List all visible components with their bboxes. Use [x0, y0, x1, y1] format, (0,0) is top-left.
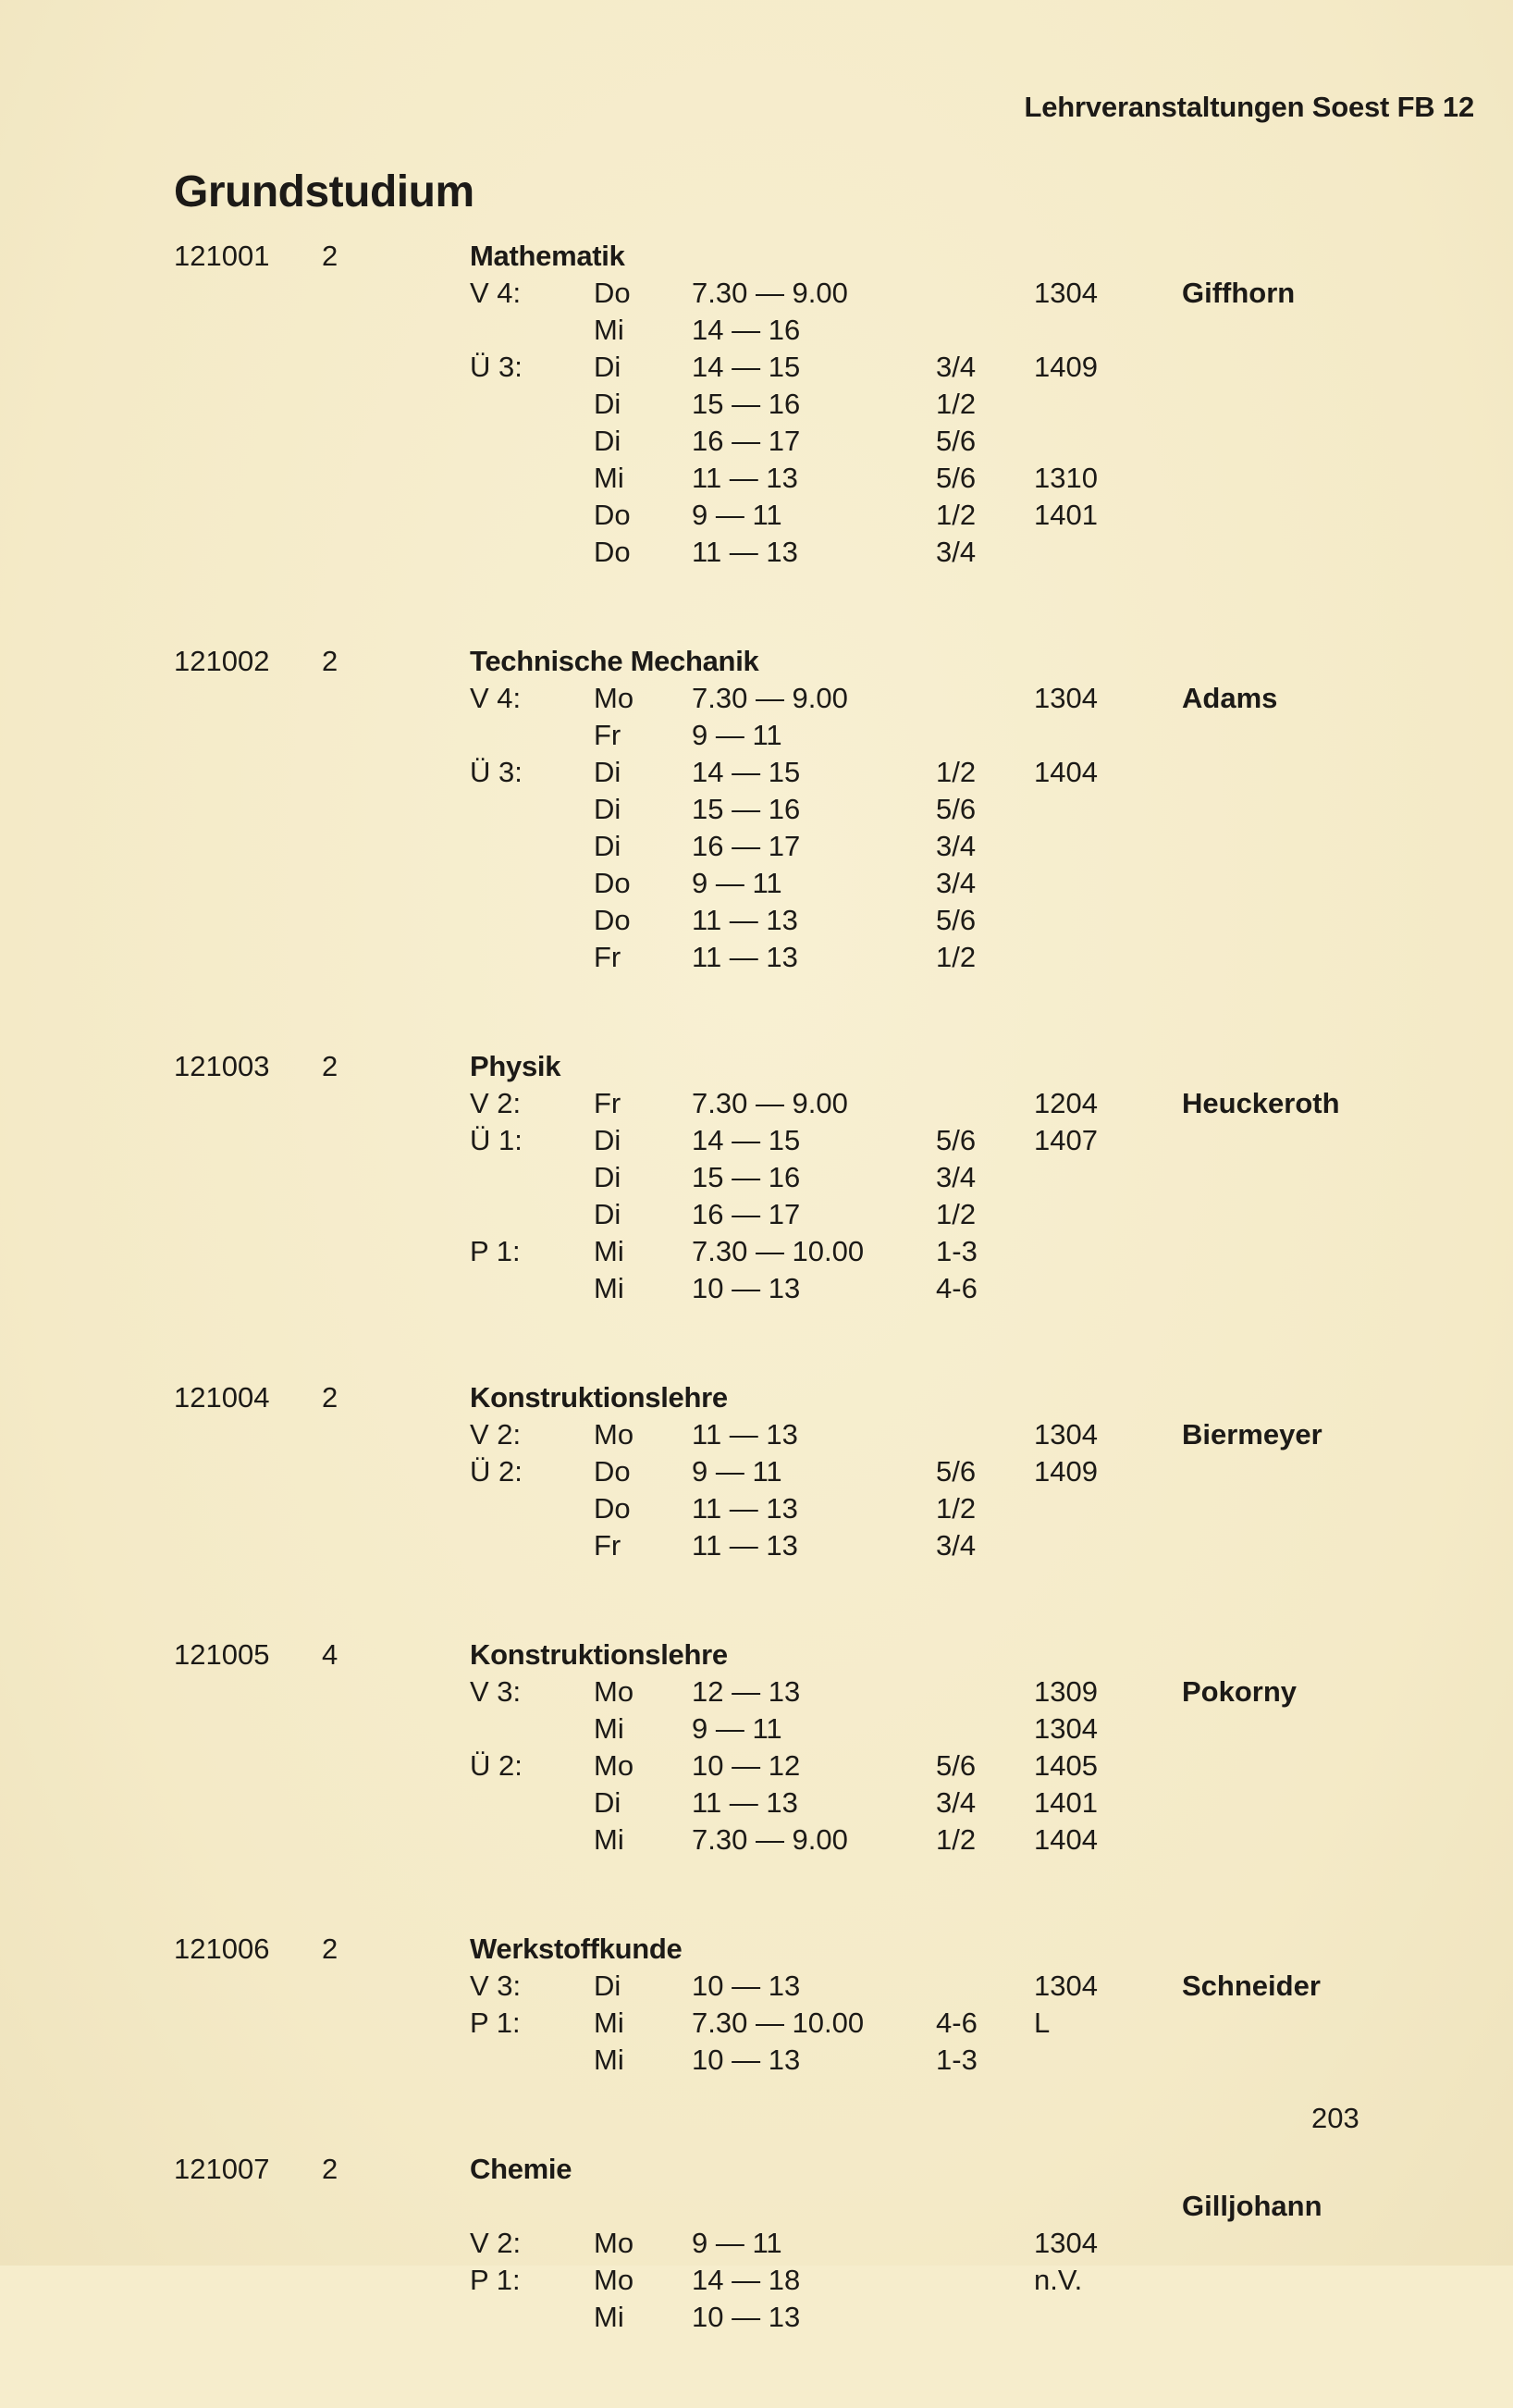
- course-block: [174, 643, 1376, 976]
- session-room: 1409: [1034, 351, 1098, 383]
- session-time: 11 — 13: [692, 1418, 798, 1451]
- session-time: 16 — 17: [692, 425, 801, 457]
- course-lecturer: Giffhorn: [1182, 277, 1296, 309]
- schedule-row: [174, 939, 1376, 976]
- schedule-row: [174, 717, 1376, 754]
- session-type: Ü 3:: [470, 756, 523, 788]
- session-room: 1304: [1034, 1712, 1098, 1745]
- session-type: V 2:: [470, 1087, 522, 1119]
- course-block: [174, 1379, 1376, 1564]
- session-type: V 3:: [470, 1970, 522, 2002]
- session-group: 3/4: [936, 1786, 977, 1819]
- session-time: 11 — 13: [692, 1492, 798, 1525]
- session-day: Mo: [594, 682, 634, 714]
- session-group: 1/2: [936, 388, 977, 420]
- session-group: 5/6: [936, 1124, 977, 1156]
- schedule-row: [174, 791, 1376, 828]
- session-time: 10 — 13: [692, 1970, 801, 2002]
- session-day: Di: [594, 756, 621, 788]
- session-type: Ü 2:: [470, 1455, 523, 1488]
- session-group: 1/2: [936, 499, 977, 531]
- session-group: 5/6: [936, 1749, 977, 1782]
- session-day: Di: [594, 1161, 621, 1193]
- schedule-row: [174, 1416, 1376, 1453]
- session-group: 5/6: [936, 425, 977, 457]
- schedule-row: [174, 902, 1376, 939]
- schedule-row: [174, 865, 1376, 902]
- session-day: Mi: [594, 2301, 624, 2333]
- session-group: 1-3: [936, 1235, 978, 1267]
- session-time: 7.30 — 9.00: [692, 682, 848, 714]
- course-block: [174, 1048, 1376, 1307]
- course-number: 121006: [174, 1933, 270, 1965]
- running-header: Lehrveranstaltungen Soest FB 12: [1024, 91, 1474, 123]
- course-number: 121005: [174, 1638, 270, 1671]
- session-time: 9 — 11: [692, 1455, 782, 1488]
- session-day: Do: [594, 277, 631, 309]
- course-number: 121001: [174, 240, 270, 272]
- session-day: Mo: [594, 2227, 634, 2259]
- session-day: Mi: [594, 1712, 624, 1745]
- session-group: 4-6: [936, 1272, 978, 1304]
- schedule-row: [174, 349, 1376, 386]
- session-type: V 2:: [470, 2227, 522, 2259]
- session-type: P 1:: [470, 2264, 521, 2296]
- schedule-row: [174, 497, 1376, 534]
- session-type: Ü 1:: [470, 1124, 523, 1156]
- session-room: 1304: [1034, 1970, 1098, 2002]
- course-hours: 4: [322, 1638, 338, 1671]
- session-group: 1/2: [936, 756, 977, 788]
- schedule-row: [174, 828, 1376, 865]
- schedule-row: [174, 1747, 1376, 1784]
- session-time: 16 — 17: [692, 1198, 801, 1230]
- page-number: 203: [1311, 2102, 1359, 2134]
- session-room: 1404: [1034, 1823, 1098, 1856]
- session-day: Mo: [594, 1675, 634, 1708]
- session-day: Do: [594, 904, 631, 936]
- session-time: 11 — 13: [692, 536, 798, 568]
- session-time: 9 — 11: [692, 1712, 782, 1745]
- session-time: 10 — 13: [692, 2301, 801, 2333]
- course-lecturer: Gilljohann: [1182, 2190, 1322, 2222]
- session-group: 3/4: [936, 867, 977, 899]
- schedule-row: [174, 2262, 1376, 2299]
- session-day: Fr: [594, 719, 621, 751]
- session-group: 1/2: [936, 1823, 977, 1856]
- course-lecturer: Pokorny: [1182, 1675, 1298, 1708]
- session-day: Mi: [594, 1235, 624, 1267]
- course-lecturer: Adams: [1182, 682, 1278, 714]
- session-time: 7.30 — 10.00: [692, 1235, 865, 1267]
- schedule-row: [174, 1527, 1376, 1564]
- session-room: 1409: [1034, 1455, 1098, 1488]
- session-room: 1304: [1034, 2227, 1098, 2259]
- session-time: 14 — 15: [692, 351, 801, 383]
- schedule-row: [174, 460, 1376, 497]
- session-room: 1304: [1034, 1418, 1098, 1451]
- session-time: 11 — 13: [692, 941, 798, 973]
- session-time: 10 — 13: [692, 1272, 801, 1304]
- session-day: Do: [594, 867, 631, 899]
- session-group: 5/6: [936, 793, 977, 825]
- schedule-row: [174, 1085, 1376, 1122]
- section-title: Grundstudium: [174, 167, 474, 216]
- session-time: 14 — 15: [692, 1124, 801, 1156]
- schedule-row: [174, 680, 1376, 717]
- session-day: Mi: [594, 314, 624, 346]
- schedule-row: [174, 1490, 1376, 1527]
- session-type: V 3:: [470, 1675, 522, 1708]
- session-day: Do: [594, 536, 631, 568]
- schedule-row: [174, 2005, 1376, 2042]
- course-block: [174, 2151, 1376, 2336]
- session-type: P 1:: [470, 1235, 521, 1267]
- course-list: [174, 238, 1376, 2408]
- session-group: 1/2: [936, 1198, 977, 1230]
- session-day: Mo: [594, 1418, 634, 1451]
- session-day: Di: [594, 793, 621, 825]
- session-day: Di: [594, 1970, 621, 2002]
- course-hours: 2: [322, 1381, 338, 1414]
- schedule-row: [174, 1233, 1376, 1270]
- session-room: 1407: [1034, 1124, 1098, 1156]
- session-group: 1/2: [936, 1492, 977, 1525]
- course-title: Technische Mechanik: [470, 645, 759, 677]
- session-day: Do: [594, 499, 631, 531]
- session-day: Fr: [594, 941, 621, 973]
- schedule-row: [174, 1159, 1376, 1196]
- session-day: Mi: [594, 2007, 624, 2039]
- schedule-row: [174, 386, 1376, 423]
- course-number: 121002: [174, 645, 270, 677]
- session-time: 9 — 11: [692, 719, 782, 751]
- session-time: 14 — 15: [692, 756, 801, 788]
- session-day: Mi: [594, 1823, 624, 1856]
- session-room: 1310: [1034, 462, 1098, 494]
- session-time: 14 — 18: [692, 2264, 801, 2296]
- session-room: 1405: [1034, 1749, 1098, 1782]
- session-room: 1309: [1034, 1675, 1098, 1708]
- session-group: 5/6: [936, 1455, 977, 1488]
- session-day: Mi: [594, 2044, 624, 2076]
- course-block: [174, 238, 1376, 571]
- session-group: 5/6: [936, 462, 977, 494]
- session-day: Do: [594, 1455, 631, 1488]
- course-hours: 2: [322, 2153, 338, 2185]
- course-lecturer: Schneider: [1182, 1970, 1321, 2002]
- session-type: P 1:: [470, 2007, 521, 2039]
- course-number: 121004: [174, 1381, 270, 1414]
- session-time: 15 — 16: [692, 1161, 801, 1193]
- course-number: 121007: [174, 2153, 270, 2185]
- course-title: Physik: [470, 1050, 561, 1082]
- session-day: Mi: [594, 1272, 624, 1304]
- schedule-row: [174, 1784, 1376, 1821]
- session-time: 15 — 16: [692, 793, 801, 825]
- session-day: Mi: [594, 462, 624, 494]
- session-group: 4-6: [936, 2007, 978, 2039]
- session-day: Fr: [594, 1087, 621, 1119]
- session-day: Di: [594, 1786, 621, 1819]
- session-time: 16 — 17: [692, 830, 801, 862]
- schedule-row: [174, 1453, 1376, 1490]
- session-time: 11 — 13: [692, 1786, 798, 1819]
- session-group: 1-3: [936, 2044, 978, 2076]
- session-day: Di: [594, 388, 621, 420]
- session-group: 3/4: [936, 536, 977, 568]
- session-day: Di: [594, 1198, 621, 1230]
- session-day: Di: [594, 1124, 621, 1156]
- course-title: Mathematik: [470, 240, 625, 272]
- session-time: 15 — 16: [692, 388, 801, 420]
- session-room: 1401: [1034, 499, 1098, 531]
- session-day: Di: [594, 351, 621, 383]
- session-type: Ü 3:: [470, 351, 523, 383]
- session-time: 10 — 13: [692, 2044, 801, 2076]
- session-room: 1204: [1034, 1087, 1098, 1119]
- course-hours: 2: [322, 645, 338, 677]
- session-day: Di: [594, 830, 621, 862]
- schedule-row: [174, 2188, 1376, 2225]
- session-time: 14 — 16: [692, 314, 801, 346]
- schedule-row: [174, 1196, 1376, 1233]
- course-title: Konstruktionslehre: [470, 1638, 728, 1671]
- schedule-row: [174, 534, 1376, 571]
- session-type: V 4:: [470, 682, 522, 714]
- schedule-row: [174, 1821, 1376, 1858]
- session-group: 3/4: [936, 1529, 977, 1562]
- course-lecturer: Biermeyer: [1182, 1418, 1322, 1451]
- session-time: 7.30 — 10.00: [692, 2007, 865, 2039]
- session-day: Mo: [594, 2264, 634, 2296]
- session-room: 1304: [1034, 682, 1098, 714]
- session-room: n.V.: [1034, 2264, 1083, 2296]
- course-header: [174, 2151, 1376, 2222]
- session-time: 7.30 — 9.00: [692, 1087, 848, 1119]
- course-title: Chemie: [470, 2153, 572, 2185]
- session-group: 3/4: [936, 351, 977, 383]
- schedule-row: [174, 1673, 1376, 1710]
- course-block: [174, 1636, 1376, 1858]
- session-time: 11 — 13: [692, 904, 798, 936]
- schedule-row: [174, 2299, 1376, 2336]
- course-hours: 2: [322, 1050, 338, 1082]
- session-day: Mo: [594, 1749, 634, 1782]
- schedule-row: [174, 1710, 1376, 1747]
- course-title: Werkstoffkunde: [470, 1933, 683, 1965]
- course-lecturer: Heuckeroth: [1182, 1087, 1340, 1119]
- schedule-row: [174, 2225, 1376, 2262]
- course-hours: 2: [322, 1933, 338, 1965]
- session-time: 9 — 11: [692, 499, 782, 531]
- schedule-row: [174, 1122, 1376, 1159]
- session-day: Di: [594, 425, 621, 457]
- session-time: 9 — 11: [692, 2227, 782, 2259]
- course-hours: 2: [322, 240, 338, 272]
- session-group: 5/6: [936, 904, 977, 936]
- session-time: 11 — 13: [692, 1529, 798, 1562]
- session-time: 7.30 — 9.00: [692, 1823, 848, 1856]
- schedule-row: [174, 275, 1376, 312]
- schedule-row: [174, 754, 1376, 791]
- session-type: Ü 2:: [470, 1749, 523, 1782]
- session-time: 7.30 — 9.00: [692, 277, 848, 309]
- course-title: Konstruktionslehre: [470, 1381, 728, 1414]
- session-room: L: [1034, 2007, 1051, 2039]
- session-room: 1304: [1034, 277, 1098, 309]
- schedule-row: [174, 1968, 1376, 2005]
- course-block: [174, 1931, 1376, 2079]
- session-time: 12 — 13: [692, 1675, 801, 1708]
- session-day: Fr: [594, 1529, 621, 1562]
- schedule-row: [174, 2042, 1376, 2079]
- session-type: V 2:: [470, 1418, 522, 1451]
- session-group: 1/2: [936, 941, 977, 973]
- session-time: 11 — 13: [692, 462, 798, 494]
- session-time: 10 — 12: [692, 1749, 801, 1782]
- schedule-row: [174, 423, 1376, 460]
- session-group: 3/4: [936, 830, 977, 862]
- schedule-row: [174, 312, 1376, 349]
- course-number: 121003: [174, 1050, 270, 1082]
- session-room: 1401: [1034, 1786, 1098, 1819]
- session-time: 9 — 11: [692, 867, 782, 899]
- session-type: V 4:: [470, 277, 522, 309]
- session-group: 3/4: [936, 1161, 977, 1193]
- schedule-row: [174, 1270, 1376, 1307]
- session-day: Do: [594, 1492, 631, 1525]
- session-room: 1404: [1034, 756, 1098, 788]
